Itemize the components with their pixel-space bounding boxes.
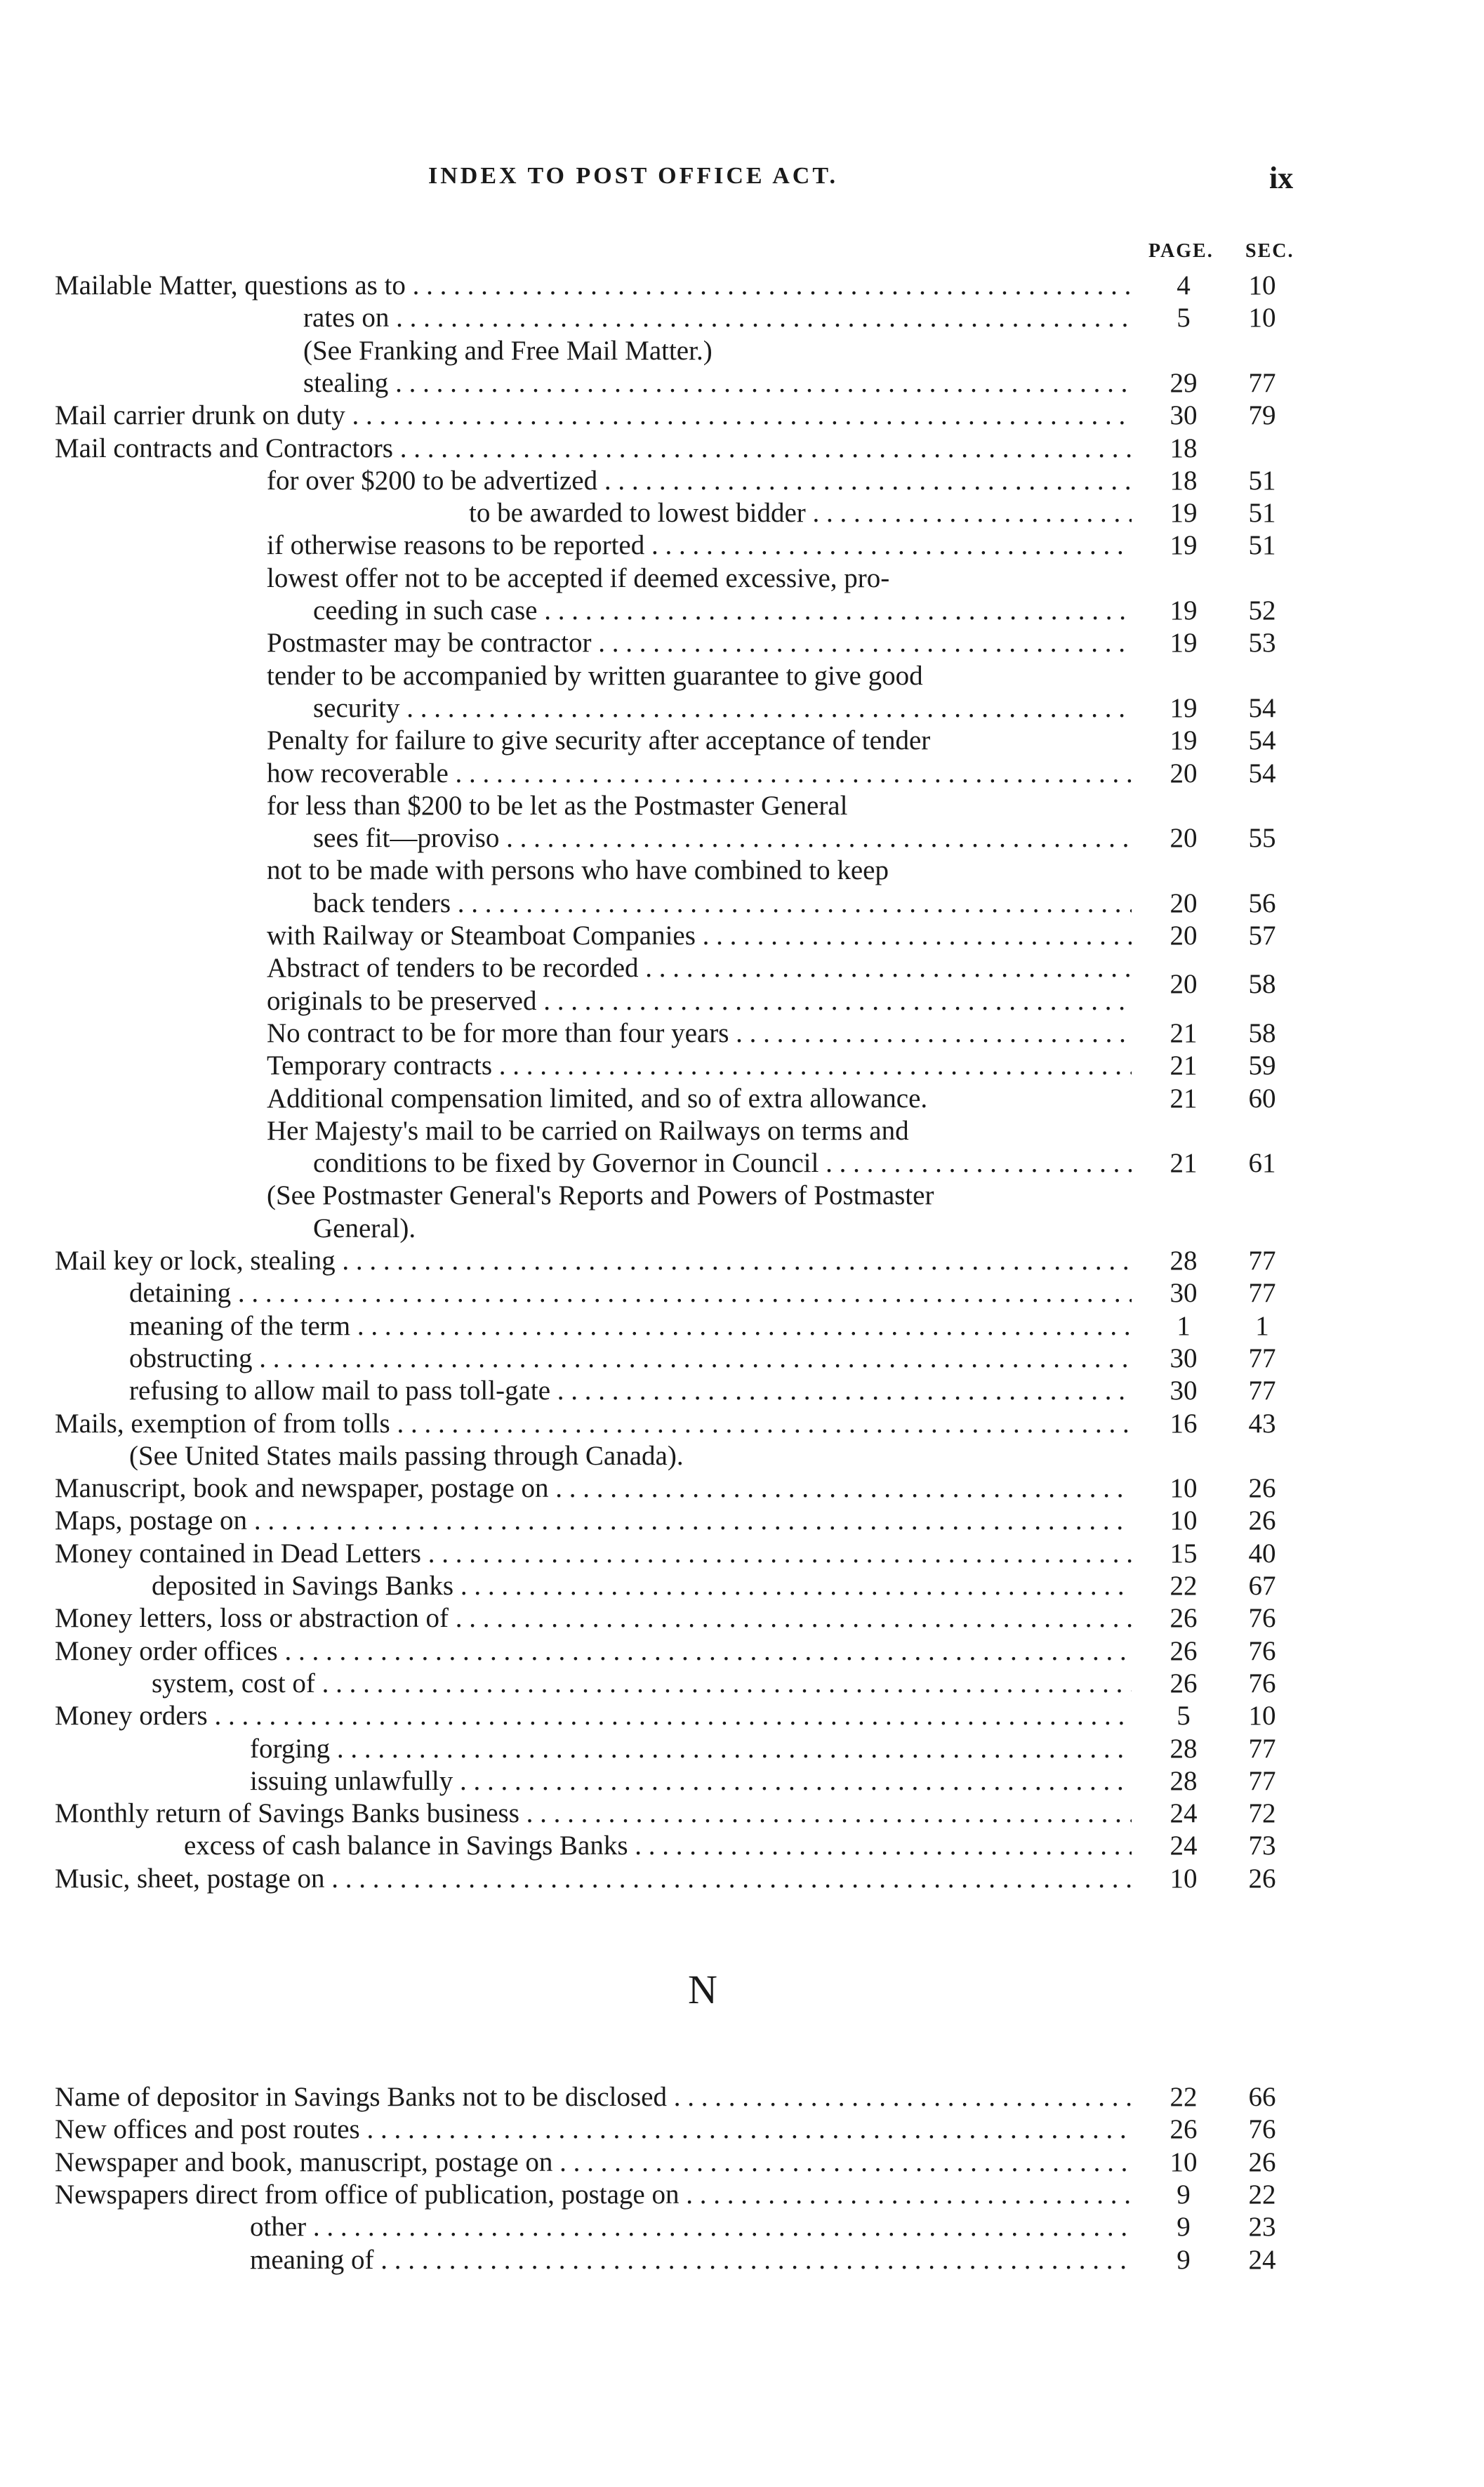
entry-page — [1148, 1180, 1219, 1212]
index-entry — [0, 2146, 1484, 2179]
entry-text: meaning of . . . — [250, 2244, 1132, 2276]
entry-page: 21 — [1170, 1083, 1198, 1114]
index-entry — [0, 270, 1484, 302]
index-entry — [0, 692, 1484, 725]
entry-page: 20 — [1170, 888, 1198, 918]
entry-page: 19 — [1170, 530, 1198, 561]
column-header-page: PAGE. — [1148, 240, 1214, 262]
entry-text: originals to be preserved . . . — [267, 985, 1132, 1017]
entry-page: 10 — [1170, 1505, 1198, 1536]
entry-sec — [1227, 433, 1297, 465]
entry-sec: 57 — [1248, 921, 1276, 951]
entry-sec: 26 — [1248, 1505, 1276, 1536]
entry-text: No contract to be for more than four years . . . — [267, 1017, 1132, 1050]
entry-text: Her Majesty's mail to be carried on Railways on terms and — [267, 1115, 909, 1146]
entry-sec — [1227, 660, 1297, 692]
entry-page: 19 — [1170, 595, 1198, 626]
entry-sec: 43 — [1248, 1408, 1276, 1439]
entry-sec — [1227, 790, 1297, 822]
entry-text: (See United States mails passing through Canada). — [129, 1440, 684, 1471]
page-number: ix — [1269, 161, 1294, 195]
index-entry — [0, 1668, 1484, 1700]
index-entry — [0, 1147, 1484, 1180]
entry-page: 24 — [1170, 1798, 1198, 1829]
entry-sec: 22 — [1248, 2179, 1276, 2210]
entry-sec: 58 — [1248, 969, 1276, 1000]
index-entry — [0, 822, 1484, 855]
entry-sec: 72 — [1248, 1798, 1276, 1829]
entry-text: other . . . — [250, 2211, 1132, 2243]
index-entry — [0, 1505, 1484, 1537]
entry-page — [1148, 855, 1219, 887]
entry-page: 29 — [1170, 367, 1198, 398]
index-entry — [0, 335, 1484, 367]
entry-page: 10 — [1170, 1863, 1198, 1894]
entry-text: issuing unlawfully . . . — [250, 1765, 1132, 1797]
index-entry — [0, 1180, 1484, 1212]
entry-page: 18 — [1170, 433, 1198, 463]
entry-page: 26 — [1170, 1668, 1198, 1698]
entry-sec — [1227, 855, 1297, 887]
entry-sec: 66 — [1248, 2082, 1276, 2112]
entry-sec — [1227, 1440, 1297, 1472]
entry-sec: 77 — [1248, 1733, 1276, 1764]
entry-page: 1 — [1177, 1310, 1191, 1341]
entry-text: detaining . . . — [129, 1277, 1132, 1310]
entry-sec: 76 — [1248, 1668, 1276, 1698]
entry-text: Temporary contracts . . . — [267, 1050, 1132, 1082]
entry-text: sees fit—proviso . . . — [313, 822, 1132, 855]
index-entry — [0, 985, 1484, 1017]
index-entry — [0, 855, 1484, 887]
entry-sec: 26 — [1248, 1863, 1276, 1894]
index-entry — [0, 1830, 1484, 1862]
entry-page — [1148, 1115, 1219, 1147]
entry-text: Music, sheet, postage on . . . — [55, 1863, 1132, 1895]
entry-text: for less than $200 to be let as the Postmaster General — [267, 790, 848, 821]
entry-page: 21 — [1170, 1148, 1198, 1179]
index-entry — [0, 1408, 1484, 1440]
entry-sec: 26 — [1248, 1473, 1276, 1504]
entry-sec: 60 — [1248, 1083, 1276, 1114]
entry-page: 9 — [1177, 2244, 1191, 2275]
entry-text: obstructing . . . — [129, 1343, 1132, 1375]
index-entry — [0, 888, 1484, 920]
index-entry — [0, 465, 1484, 497]
entry-text: how recoverable . . . — [267, 758, 1132, 790]
entry-text: Postmaster may be contractor . . . — [267, 627, 1132, 659]
entry-text: (See Postmaster General's Reports and Powers of Postmaster — [267, 1180, 934, 1211]
entry-page: 5 — [1177, 1701, 1191, 1731]
entry-text: conditions to be fixed by Governor in Council . . . — [313, 1147, 1132, 1180]
entry-page: 26 — [1170, 1603, 1198, 1634]
entry-sec — [1227, 1213, 1297, 1245]
index-entry — [0, 1472, 1484, 1505]
entry-page: 28 — [1170, 1733, 1198, 1764]
entry-sec: 51 — [1248, 465, 1276, 496]
index-entry — [0, 758, 1484, 790]
entry-page — [1148, 660, 1219, 692]
index-entry — [0, 660, 1484, 692]
entry-page: 21 — [1170, 1017, 1198, 1048]
entry-page: 30 — [1170, 1278, 1198, 1309]
entry-text: Mailable Matter, questions as to . . . — [55, 270, 1132, 302]
entry-text: Mail key or lock, stealing . . . — [55, 1245, 1132, 1277]
entry-text: if otherwise reasons to be reported . . . — [267, 529, 1132, 562]
index-entry — [0, 2081, 1484, 2113]
entry-text: Mail contracts and Contractors . . . — [55, 433, 1132, 465]
entry-page — [1148, 985, 1219, 1017]
entry-text: Penalty for failure to give security after acceptance of tender — [267, 725, 931, 756]
index-entry — [0, 1017, 1484, 1050]
index-entry — [0, 1050, 1484, 1082]
entry-text: Money letters, loss or abstraction of . . . — [55, 1602, 1132, 1635]
entry-text: stealing . . . — [303, 367, 1132, 400]
entry-text: to be awarded to lowest bidder . . . — [469, 497, 1132, 529]
entry-sec: 56 — [1248, 888, 1276, 918]
entry-sec: 53 — [1248, 628, 1276, 659]
entry-text: Newspapers direct from office of publication, postage on . . . — [55, 2179, 1132, 2211]
entry-sec — [1227, 1180, 1297, 1212]
index-entry — [0, 1570, 1484, 1602]
index-entry — [0, 529, 1484, 562]
entry-page — [1148, 562, 1219, 595]
entry-page: 9 — [1177, 2212, 1191, 2243]
entry-page — [1148, 335, 1219, 367]
entry-sec — [1227, 1115, 1297, 1147]
entry-sec: 67 — [1248, 1571, 1276, 1601]
entry-sec: 51 — [1248, 530, 1276, 561]
index-entry — [0, 790, 1484, 822]
entry-sec: 73 — [1248, 1830, 1276, 1861]
entry-sec: 76 — [1248, 2114, 1276, 2145]
index-entry — [0, 433, 1484, 465]
entry-sec: 1 — [1255, 1310, 1269, 1341]
entry-sec: 40 — [1248, 1538, 1276, 1569]
index-entry — [0, 920, 1484, 952]
entry-text: security . . . — [313, 692, 1132, 725]
index-entry — [0, 497, 1484, 529]
entry-sec: 55 — [1248, 823, 1276, 854]
entry-text: for over $200 to be advertized . . . — [267, 465, 1132, 497]
entry-sec: 59 — [1248, 1050, 1276, 1081]
entry-page: 19 — [1170, 692, 1198, 723]
index-entry — [0, 367, 1484, 400]
entry-page — [1148, 1440, 1219, 1472]
index-entry — [0, 952, 1484, 1000]
entry-sec: 54 — [1248, 758, 1276, 789]
entry-text: not to be made with persons who have combined to keep — [267, 855, 889, 886]
entry-sec: 77 — [1248, 1246, 1276, 1276]
entry-page: 26 — [1170, 2114, 1198, 2145]
entry-page: 15 — [1170, 1538, 1198, 1569]
entry-sec: 76 — [1248, 1635, 1276, 1666]
entry-page: 20 — [1170, 823, 1198, 854]
index-entry — [0, 1083, 1484, 1115]
entry-text: excess of cash balance in Savings Banks . . . — [184, 1830, 1132, 1862]
entry-page: 19 — [1170, 725, 1198, 756]
entry-text: Money orders . . . — [55, 1700, 1132, 1732]
index-entry — [0, 302, 1484, 334]
section-letter: N — [688, 1967, 717, 2012]
index-entry — [0, 1310, 1484, 1343]
entry-text: deposited in Savings Banks . . . — [152, 1570, 1132, 1602]
index-entry — [0, 1538, 1484, 1570]
entry-text: rates on . . . — [303, 302, 1132, 334]
entry-text: Additional compensation limited, and so of extra allowance. — [267, 1083, 928, 1114]
entry-page: 9 — [1177, 2179, 1191, 2210]
entry-text: Maps, postage on . . . — [55, 1505, 1132, 1537]
entry-text: New offices and post routes . . . — [55, 2113, 1132, 2146]
index-entry — [0, 400, 1484, 432]
entry-text: ceeding in such case . . . — [313, 595, 1132, 627]
entry-sec: 10 — [1248, 303, 1276, 334]
index-entry — [0, 1863, 1484, 1895]
entry-page: 30 — [1170, 1343, 1198, 1373]
entry-page: 16 — [1170, 1408, 1198, 1439]
index-entry — [0, 1343, 1484, 1375]
entry-text: meaning of the term . . . — [129, 1310, 1132, 1343]
index-entry — [0, 627, 1484, 659]
entry-sec: 52 — [1248, 595, 1276, 626]
index-entry — [0, 1765, 1484, 1797]
entry-page: 22 — [1170, 1571, 1198, 1601]
index-entry — [0, 1277, 1484, 1310]
entry-text: forging . . . — [250, 1733, 1132, 1765]
entry-page: 20 — [1170, 921, 1198, 951]
index-entry — [0, 1213, 1484, 1245]
index-entry — [0, 1700, 1484, 1732]
entry-sec — [1227, 562, 1297, 595]
index-entry — [0, 1115, 1484, 1147]
entry-page: 30 — [1170, 1376, 1198, 1406]
entry-page: 4 — [1177, 270, 1191, 301]
entry-sec: 79 — [1248, 400, 1276, 431]
entry-page: 5 — [1177, 303, 1191, 334]
entry-sec: 54 — [1248, 692, 1276, 723]
entry-text: refusing to allow mail to pass toll-gate . . . — [129, 1375, 1132, 1407]
index-entry — [0, 1602, 1484, 1635]
entry-text: Manuscript, book and newspaper, postage on . . . — [55, 1472, 1132, 1505]
index-entry — [0, 1635, 1484, 1668]
entry-page: 19 — [1170, 628, 1198, 659]
index-entry — [0, 595, 1484, 627]
entry-sec: 54 — [1248, 725, 1276, 756]
entry-sec: 77 — [1248, 1376, 1276, 1406]
entry-sec: 10 — [1248, 270, 1276, 301]
entry-page: 30 — [1170, 400, 1198, 431]
entry-sec: 77 — [1248, 1278, 1276, 1309]
entry-sec — [1227, 985, 1297, 1017]
entry-sec: 24 — [1248, 2244, 1276, 2275]
entry-sec: 23 — [1248, 2212, 1276, 2243]
index-entry — [0, 1375, 1484, 1407]
index-entry — [0, 2179, 1484, 2211]
entry-page: 24 — [1170, 1830, 1198, 1861]
index-entry — [0, 2113, 1484, 2146]
index-entry — [0, 1797, 1484, 1830]
entry-sec: 77 — [1248, 367, 1276, 398]
entry-page: 10 — [1170, 2146, 1198, 2177]
index-entry — [0, 2244, 1484, 2276]
entry-page — [1148, 790, 1219, 822]
entry-page: 22 — [1170, 2082, 1198, 2112]
entry-sec: 77 — [1248, 1765, 1276, 1796]
entry-text: Money contained in Dead Letters . . . — [55, 1538, 1132, 1570]
entry-page: 28 — [1170, 1765, 1198, 1796]
column-header-sec: SEC. — [1245, 240, 1294, 262]
entry-text: Money order offices . . . — [55, 1635, 1132, 1668]
entry-page: 20 — [1170, 758, 1198, 789]
entry-sec — [1227, 335, 1297, 367]
entry-text: with Railway or Steamboat Companies . . . — [267, 920, 1132, 952]
entry-page — [1148, 1213, 1219, 1245]
index-entry — [0, 725, 1484, 757]
entry-page: 28 — [1170, 1246, 1198, 1276]
entry-sec: 26 — [1248, 2146, 1276, 2177]
entry-sec: 61 — [1248, 1148, 1276, 1179]
entry-text: Monthly return of Savings Banks business . . . — [55, 1797, 1132, 1830]
index-entry — [0, 2211, 1484, 2243]
index-entry — [0, 562, 1484, 595]
entry-sec: 10 — [1248, 1701, 1276, 1731]
entry-text: General). — [313, 1213, 416, 1244]
entry-page: 19 — [1170, 498, 1198, 529]
entry-page: 10 — [1170, 1473, 1198, 1504]
entry-text: Mail carrier drunk on duty . . . — [55, 400, 1132, 432]
running-head: INDEX TO POST OFFICE ACT. — [428, 163, 838, 189]
index-entry — [0, 1733, 1484, 1765]
entry-text: (See Franking and Free Mail Matter.) — [303, 335, 713, 366]
entry-sec: 77 — [1248, 1343, 1276, 1373]
entry-page: 26 — [1170, 1635, 1198, 1666]
entry-page: 20 — [1170, 969, 1198, 1000]
entry-page: 21 — [1170, 1050, 1198, 1081]
entry-text: back tenders . . . — [313, 888, 1132, 920]
entry-sec: 76 — [1248, 1603, 1276, 1634]
entry-text: tender to be accompanied by written guarantee to give good — [267, 660, 923, 691]
entry-text: Newspaper and book, manuscript, postage on . . . — [55, 2146, 1132, 2179]
entry-sec: 58 — [1248, 1017, 1276, 1048]
entry-sec: 51 — [1248, 498, 1276, 529]
index-entry — [0, 1440, 1484, 1472]
entry-text: system, cost of . . . — [152, 1668, 1132, 1700]
entry-page: 18 — [1170, 465, 1198, 496]
index-entry — [0, 1245, 1484, 1277]
entry-text: lowest offer not to be accepted if deemed excessive, pro- — [267, 562, 890, 593]
entry-text: Abstract of tenders to be recorded . . . — [267, 952, 1132, 984]
entry-text: Name of depositor in Savings Banks not to be disclosed . . . — [55, 2081, 1132, 2113]
entry-text: Mails, exemption of from tolls . . . — [55, 1408, 1132, 1440]
